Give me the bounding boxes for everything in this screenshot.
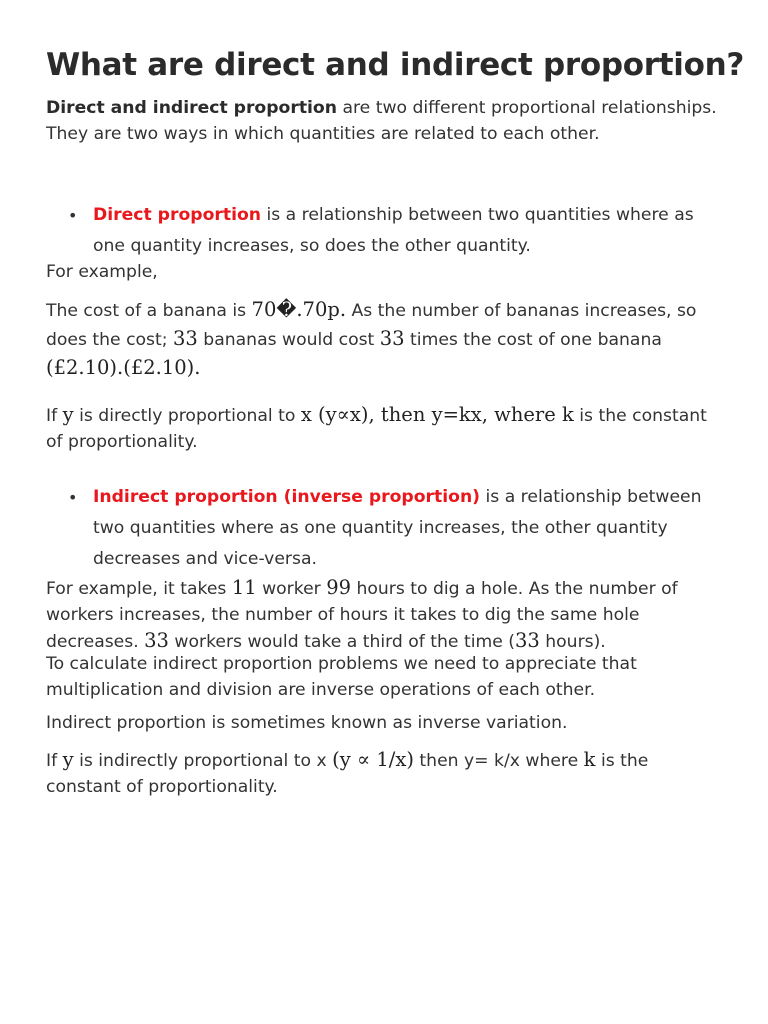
intro-text: are two different proportional relationships. They are two ways in which quantities are related to each other. [46, 98, 717, 144]
direct-definition: is a relationship between two quantities where as one quantity increases, so does the other quantity. [93, 205, 694, 256]
intro-paragraph [46, 96, 726, 147]
list-item-direct [46, 200, 726, 262]
list-item-indirect [46, 482, 726, 575]
direct-label: Direct proportion [93, 205, 262, 225]
indirect-calc: To calculate indirect proportion problems we need to appreciate that multiplication and division are inverse operations of each other. [46, 654, 637, 700]
math-direct-formula: x (y∝x), then y=kx, where k [300, 403, 574, 426]
bullet-icon: • [68, 206, 78, 225]
intro-bold: Direct and indirect proportion [46, 98, 337, 118]
indirect-variation: Indirect proportion is sometimes known as inverse variation. [46, 713, 568, 733]
indirect-label: Indirect proportion (inverse proportion) [93, 487, 481, 507]
indirect-example: For example, it takes 11 worker 99 hours to dig a hole. As the number of workers increases, the number of hours it takes to dig the same hole decreases. 33 workers would take a third of the time (33 hours). [46, 576, 678, 652]
math-price: (£2.10).(£2.10). [46, 356, 201, 379]
direct-example-lead: For example, [46, 262, 158, 282]
page-title: What are direct and indirect proportion? [46, 47, 745, 83]
direct-example: The cost of a banana is 70�.70p. As the number of bananas increases, so does the cost; 33 bananas would cost 33 times the cost of one banana (£2.10).(£2.10). [46, 298, 697, 379]
bullet-icon: • [68, 488, 78, 507]
math-banana-cost: 70�.70p. [251, 298, 347, 321]
direct-rule: If y is directly proportional to x (y∝x), then y=kx, where k is the constant of proportionality. [46, 403, 707, 452]
indirect-rule: If y is indirectly proportional to x (y ∝ 1/x) then y= k/x where k is the constant of proportionality. [46, 748, 649, 797]
math-indirect-formula: (y ∝ 1/x) [332, 748, 414, 771]
indirect-definition: is a relationship between two quantities where as one quantity increases, the other quantity decreases and vice-versa. [93, 487, 702, 569]
